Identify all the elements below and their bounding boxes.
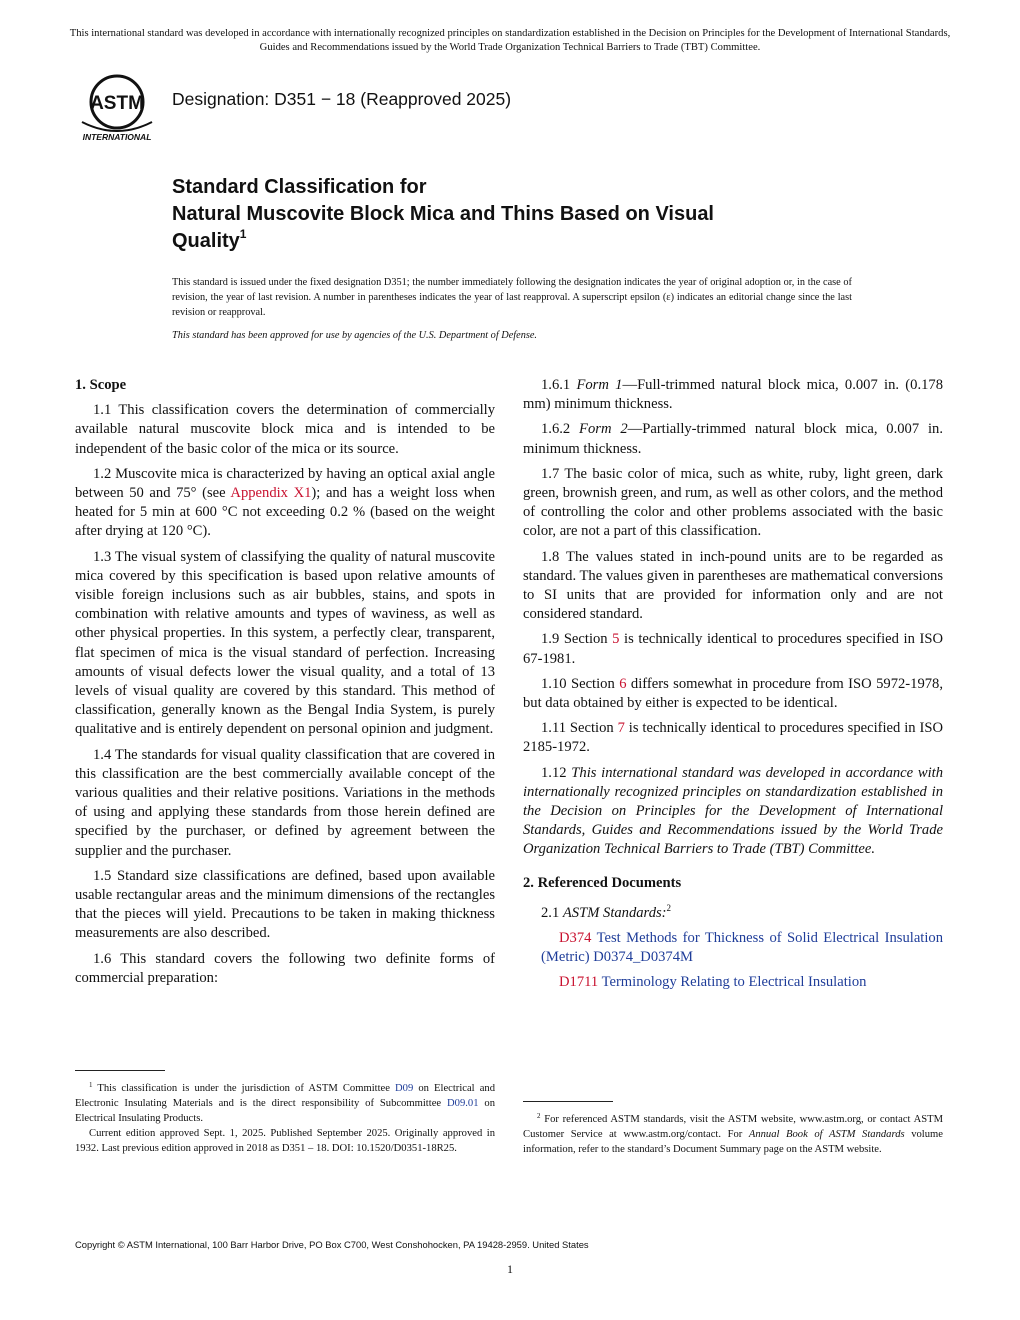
para-1-4: 1.4 The standards for visual quality classification that are covered in this classification are the best commercially available concept of the various qualities and their relative positions. Variations in the methods of using and applying these standards from those herein defined are specified by the purchaser, or defined by agreement between the supplier and the purchaser. <box>75 746 495 859</box>
section-7-link[interactable]: 7 <box>617 720 625 737</box>
ref-d1711[interactable] <box>523 973 943 992</box>
para-1-9: 1.9 Section 5 is technically identical to procedures specified in ISO 67-1981. <box>523 631 943 667</box>
title-footnote-mark: 1 <box>239 227 247 241</box>
para-1-5: 1.5 Standard size classifications are defined, based upon available usable rectangular areas and the minimum dimensions of the rectangles that the pieces will yield. Precautions to be taken in making thickness measurements are also described. <box>75 867 495 942</box>
para-2-1: 2.1 ASTM Standards:$^2$ <box>541 902 672 921</box>
title-line-1: Standard Classification for <box>172 176 427 198</box>
footnote-rule-left <box>75 1070 165 1071</box>
title-line-3: Quality <box>172 230 240 252</box>
section-5-link[interactable]: 5 <box>612 631 620 648</box>
page-title <box>172 174 852 255</box>
title-line-2: Natural Muscovite Block Mica and Thins Based on Visual <box>172 203 714 225</box>
para-1-6: 1.6 This standard covers the following two definite forms of commercial preparation: <box>75 950 495 986</box>
wto-notice: This international standard was developed in accordance with internationally recognized principles on standardization established in the Decision on Principles for the Development of International Standards, Guides and Recommendations issued by the World Trade Organization Technical Barriers to Trade (TBT) Committee. <box>69 28 951 53</box>
logo-subtext: INTERNATIONAL <box>82 132 152 142</box>
dod-note: This standard has been approved for use by agencies of the U.S. Department of Defense. <box>172 330 538 341</box>
left-column <box>75 376 495 994</box>
para-1-2: 1.2 Muscovite mica is characterized by having an optical axial angle between 50 and 75° (see Appendix X1); and has a weight loss when heated for 5 min at 600 °C not exceeding 0.2 % (based on the weight after drying at 120 °C). <box>75 465 495 540</box>
footnote-1: $^1$ This classification is under the jurisdiction of ASTM Committee D09 on Electrical and Electronic Insulating Materials and is the direct responsibility of Subcommittee D09.01 on Electrical Insulating Products. Current edition approved Sept. 1, 2025. Published September 2025. Originally approved in 1932. Last previous edition approved in 2018 as D351 – 18. DOI: 10.1520/D0351-18R25. <box>75 1081 496 1154</box>
para-1-3: 1.3 The visual system of classifying the quality of natural muscovite mica covered by this specification is based upon relative amounts of visible foreign inclusions such as air bubbles, stains, and spots in combination with relative amounts and types of waviness, as well as other physical properties. In this system, a perfectly clear, transparent, flat specimen of mica is the visual standard of perfection. Increasing amounts of visual defects lower the visual quality, and a total of 13 levels of visual quality are covered by this standard. This method of classification, generally known as the Bengal India System, is purely qualitative and is entirely dependent on personal opinion and judgment. <box>75 548 495 738</box>
para-1-11: 1.11 Section 7 is technically identical to procedures specified in ISO 2185-1972. <box>523 720 943 756</box>
ref-d374-title[interactable]: Test Methods for Thickness of Solid Electrical Insulation (Metric) D0374_D0374M <box>541 929 943 966</box>
section-2-heading: 2. Referenced Documents <box>523 874 682 891</box>
ref-d1711-title[interactable]: Terminology Relating to Electrical Insulation <box>598 974 867 991</box>
para-1-12: 1.12 This international standard was developed in accordance with internationally recognized principles on standardization established in the Decision on Principles for the Development of International Standards, Guides and Recommendations issued by the World Trade Organization Technical Barriers to Trade (TBT) Committee. <box>523 764 944 858</box>
ref-d1711-code[interactable]: D1711 <box>559 974 599 991</box>
section-1-heading: 1. Scope <box>75 377 127 393</box>
footnote-2: $^2$ For referenced ASTM standards, visit the ASTM website, www.astm.org, or contact ASTM Customer Service at www.astm.org/contact. For Annual Book of ASTM Standards volume information, refer to the standard’s Document Summary page on the ASTM website. <box>523 1112 944 1155</box>
issued-note: This standard is issued under the fixed designation D351; the number immediately following the designation indicates the year of original adoption or, in the case of revision, the year of last revision. A number in parentheses indicates the year of last reapproval. A superscript epsilon (ε) indicates an editorial change since the last revision or reapproval. <box>172 277 852 318</box>
para-1-7: 1.7 The basic color of mica, such as white, ruby, light green, dark green, brownish green, and rum, as well as other colors, and the method of controlling the color and other problems associated with the basic color, are not a part of this classification. <box>523 465 943 540</box>
ref-d374[interactable] <box>523 929 943 967</box>
logo-wordmark: ASTM <box>90 93 144 114</box>
d09-01-link[interactable]: D09.01 <box>447 1098 479 1109</box>
copyright: Copyright © ASTM International, 100 Barr Harbor Drive, PO Box C700, West Conshohocken, PA 19428-2959. United States <box>75 1239 589 1250</box>
astm-logo <box>72 72 162 144</box>
ref-d374-code[interactable]: D374 <box>559 929 592 946</box>
section-6-link[interactable]: 6 <box>619 675 627 692</box>
right-column <box>523 376 943 999</box>
footnote-rule-right <box>523 1101 613 1102</box>
d09-link[interactable]: D09 <box>395 1083 414 1094</box>
designation: Designation: D351 − 18 (Reapproved 2025) <box>172 89 512 109</box>
para-1-8: 1.8 The values stated in inch-pound units are to be regarded as standard. The values given in parentheses are mathematical conversions to SI units that are provided for information only and are not considered standard. <box>523 548 943 623</box>
para-1-10: 1.10 Section 6 differs somewhat in procedure from ISO 5972-1978, but data obtained by either is expected to be identical. <box>523 675 943 712</box>
para-1-1: 1.1 This classification covers the determination of commercially available natural muscovite block mica and is intended to be independent of the basic color of the mica or its source. <box>75 402 495 457</box>
astm-logo-icon <box>72 72 162 144</box>
page-number: 1 <box>507 1262 513 1276</box>
appendix-x1-link[interactable]: Appendix X1 <box>230 485 312 502</box>
para-1-6-1: 1.6.1 Form 1—Full-trimmed natural block mica, 0.007 in. (0.178 mm) minimum thickness. <box>523 377 943 413</box>
para-1-6-2: 1.6.2 Form 2—Partially-trimmed natural block mica, 0.007 in. minimum thickness. <box>523 421 943 457</box>
